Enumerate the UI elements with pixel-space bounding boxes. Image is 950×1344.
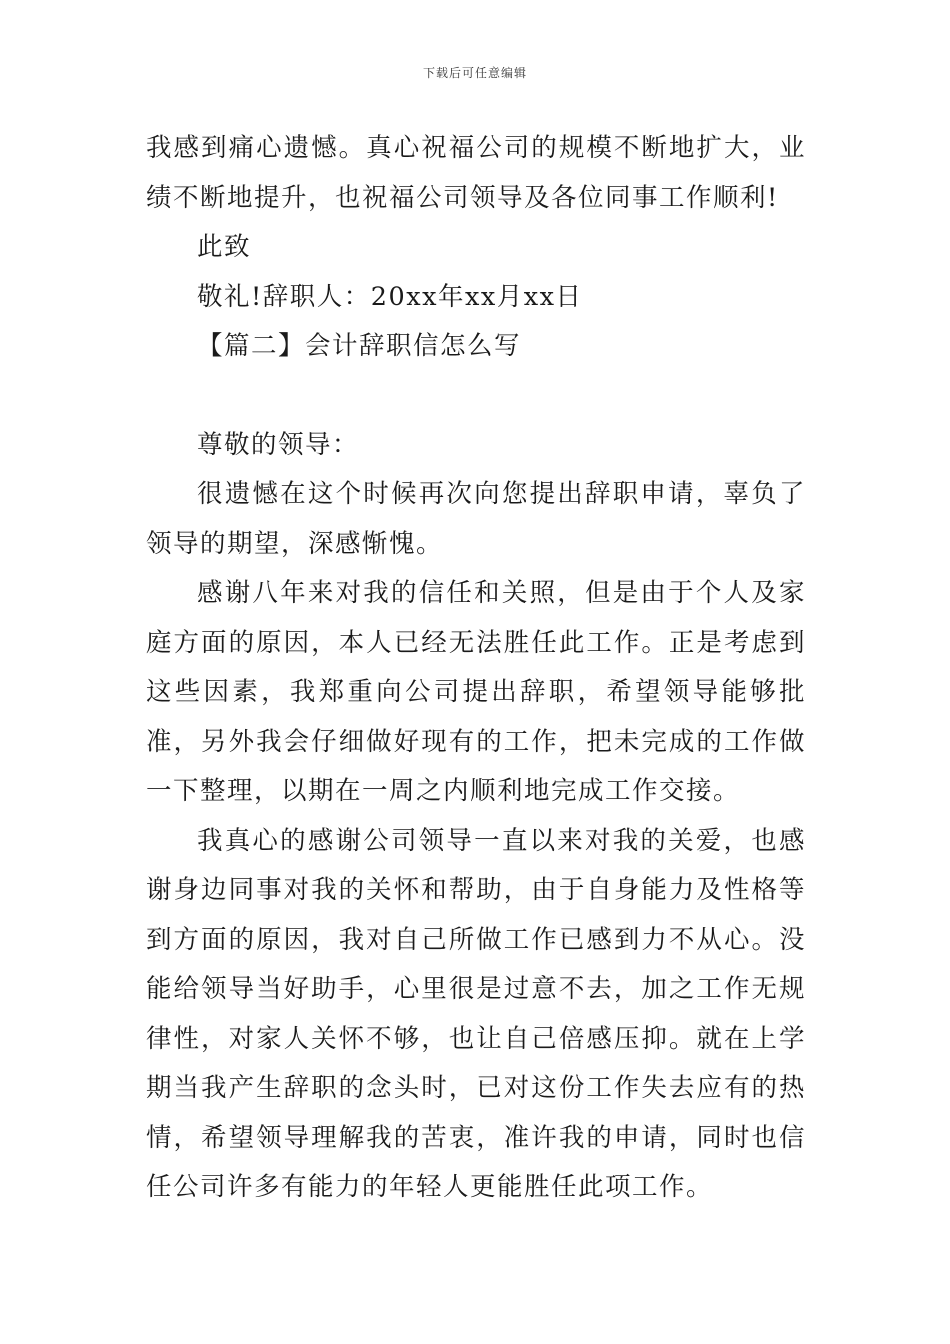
salutation-closing: 此致 <box>197 232 252 262</box>
document-body <box>146 124 806 1213</box>
paragraph-apology: 很遗憾在这个时候再次向您提出辞职申请，辜负了领导的期望，深感惭愧。 <box>146 479 806 559</box>
greeting: 尊敬的领导： <box>197 429 360 460</box>
section-heading: 【篇二】会计辞职信怎么写 <box>197 331 522 361</box>
paragraph-gratitude: 我真心的感谢公司领导一直以来对我的关爱，也感谢身边同事对我的关怀和帮助，由于自身能力及性格等到方面的原因，我对自己所做工作已感到力不从心。没能给领导当好助手，心里很是过意不去，加之工作无规律性，对家人关怀不够，也让自己倍感压抑。就在上学期当我产生辞职的念头时，已对这份工作失去应有的热情，希望领导理解我的苦衷，准许我的申请，同时也信任公司许多有能力的年轻人更能胜任此项工作。 <box>146 825 806 1202</box>
spacer <box>146 372 806 421</box>
paragraph-closing-wishes: 我感到痛心遗憾。真心祝福公司的规模不断地扩大，业绩不断地提升，也祝福公司领导及各位同事工作顺利! <box>146 133 806 213</box>
signature-line: 敬礼!辞职人：20xx年xx月xx日 <box>197 281 583 312</box>
page-header: 下载后可任意编辑 <box>422 66 527 80</box>
paragraph-reason: 感谢八年来对我的信任和关照，但是由于个人及家庭方面的原因，本人已经无法胜任此工作。正是考虑到这些因素，我郑重向公司提出辞职，希望领导能够批准，另外我会仔细做好现有的工作，把未完成的工作做一下整理，以期在一周之内顺利地完成工作交接。 <box>146 578 806 806</box>
